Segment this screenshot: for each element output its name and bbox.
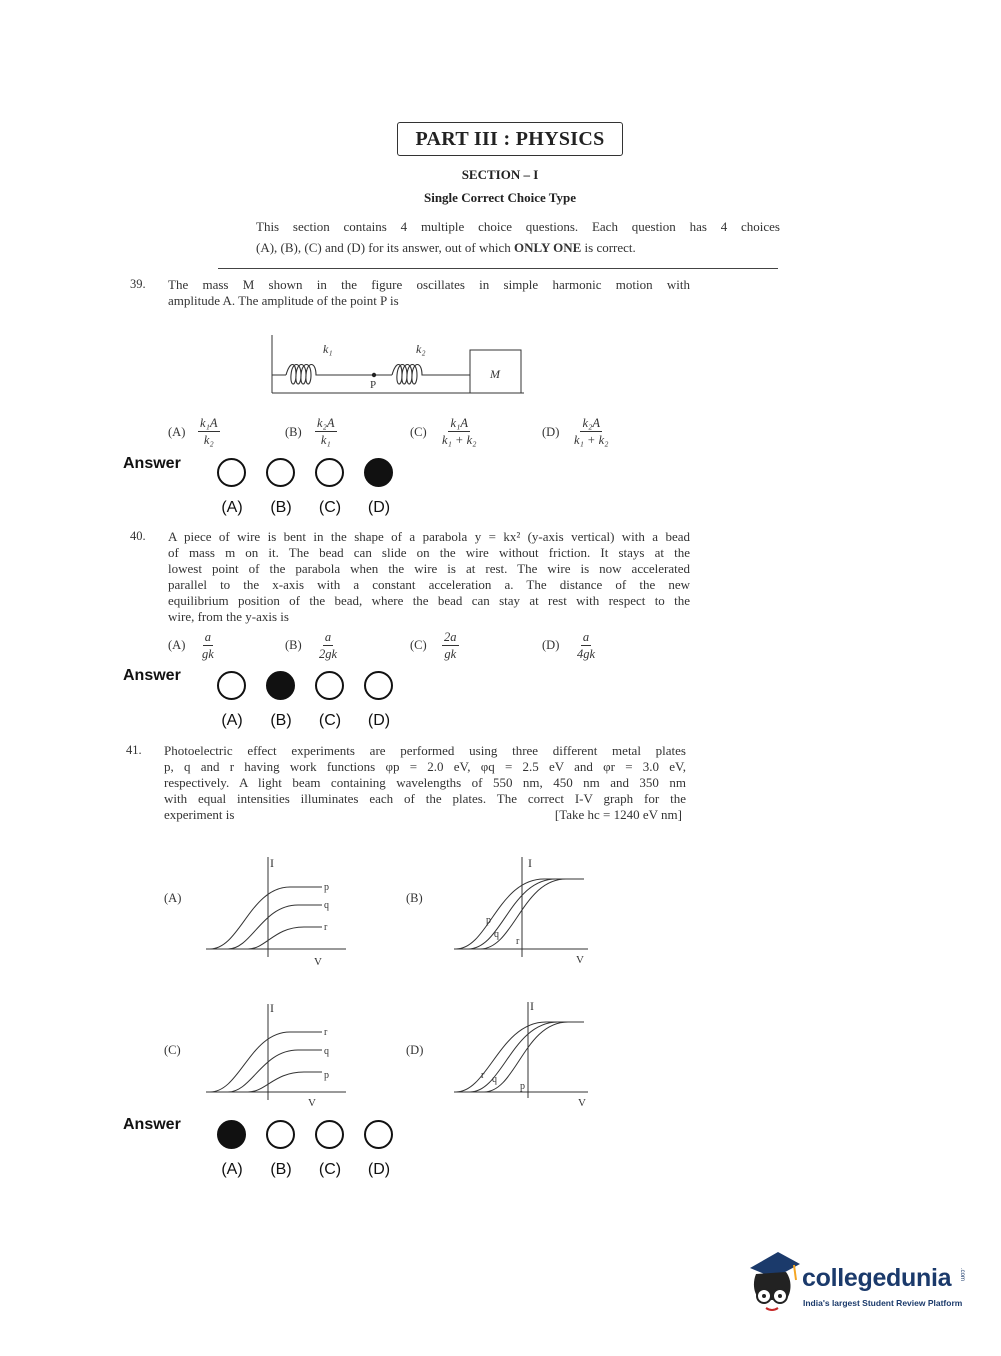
- question-number: 41.: [126, 743, 142, 757]
- axis-v-label: V: [576, 954, 584, 966]
- option-c-label: (C): [410, 638, 427, 652]
- curve-q-label: q: [324, 1046, 329, 1057]
- axis-v-label: V: [308, 1097, 316, 1109]
- curve-p-label: p: [520, 1081, 525, 1092]
- answer-bubble-c[interactable]: [315, 671, 344, 700]
- option-b-label: (B): [285, 425, 302, 439]
- option-d-value: $\frac{a}{4gk}$: [577, 630, 596, 661]
- section-subtitle: Single Correct Choice Type: [423, 190, 576, 205]
- iv-graph-c: [200, 1000, 350, 1112]
- curve-q-label: q: [324, 900, 329, 911]
- graph-c-label: (C): [164, 1043, 181, 1057]
- bubble-label-c: (C): [318, 712, 342, 729]
- curve-r-label: r: [516, 936, 520, 947]
- bubble-label-a: (A): [221, 712, 243, 729]
- option-d-value: $\frac{\text{k₂A}}{\text{k₁ + k₂}}$: [574, 416, 609, 447]
- curve-r-label: r: [481, 1070, 485, 1081]
- answer-bubble-a-selected[interactable]: [217, 1120, 246, 1149]
- bubble-label-c: (C): [318, 1161, 342, 1178]
- option-d-label: (D): [542, 638, 560, 652]
- option-c-value: $\frac{\text{k₁A}}{\text{k₁ + k₂}}$: [442, 416, 477, 447]
- k1-label: k₁: [323, 342, 333, 356]
- axis-v-label: V: [578, 1097, 586, 1109]
- question-number: 40.: [130, 529, 146, 543]
- bubble-label-a: (A): [221, 499, 243, 516]
- section-heading: SECTION – I: [461, 167, 539, 182]
- bubble-label-d: (D): [367, 499, 391, 516]
- k2-label: k₂: [416, 342, 426, 356]
- question-number: 39.: [130, 277, 146, 291]
- option-c-value: $\frac{2a}{gk}$: [444, 630, 457, 661]
- page-title: PART III : PHYSICS: [397, 122, 623, 156]
- bubble-label-b: (B): [270, 712, 292, 729]
- curve-q-label: q: [494, 929, 499, 940]
- logo-suffix: .com: [959, 1268, 965, 1282]
- axis-i-label: I: [270, 1001, 274, 1015]
- option-c-label: (C): [410, 425, 427, 439]
- logo-tagline: India's largest Student Review Platform: [803, 1298, 963, 1308]
- graph-a-label: (A): [164, 891, 182, 905]
- collegedunia-logo[interactable]: [740, 1250, 976, 1320]
- bubble-label-d: (D): [367, 712, 391, 729]
- curve-r-label: r: [324, 922, 328, 933]
- instructions-line-2: (A), (B), (C) and (D) for its answer, out of which ONLY ONE is correct.: [256, 240, 636, 255]
- option-b-value: $\frac{\text{k₂A}}{\text{k₁}}$: [317, 416, 335, 447]
- constant-note: [Take hc = 1240 eV nm]: [554, 807, 682, 822]
- answer-bubble-a[interactable]: [217, 458, 246, 487]
- option-b-value: $\frac{a}{2gk}$: [319, 630, 338, 661]
- option-a-label: (A): [168, 638, 186, 652]
- curve-p-label: p: [324, 1070, 329, 1081]
- bubble-label-b: (B): [270, 1161, 292, 1178]
- option-a-label: (A): [168, 425, 186, 439]
- option-b-label: (B): [285, 638, 302, 652]
- spring-mass-figure: [268, 335, 528, 400]
- curve-p-label: p: [324, 882, 329, 893]
- answer-bubble-c[interactable]: [315, 1120, 344, 1149]
- instructions-line-1: This section contains 4 multiple choice questions. Each question has 4 choices: [256, 219, 780, 234]
- answer-label: Answer: [123, 455, 181, 472]
- bubble-label-a: (A): [221, 1161, 243, 1178]
- bubble-label-c: (C): [318, 499, 342, 516]
- axis-i-label: I: [530, 999, 534, 1013]
- bubble-label-d: (D): [367, 1161, 391, 1178]
- answer-bubble-d[interactable]: [364, 1120, 393, 1149]
- mascot-icon: [742, 1250, 802, 1318]
- curve-p-label: p: [486, 915, 491, 926]
- answer-bubble-d-selected[interactable]: [364, 458, 393, 487]
- mass-label: M: [490, 367, 500, 381]
- question-40-text: A piece of wire is bent in the shape of a parabola y = kx² (y-axis vertical) with a bead of mass m on it. The bead can slide on the wire without friction. It stays at the lowest point of the parabola when the wire is at rest. The wire is now accelerated parallel to the x-axis with a constant acceleration a. The distance of the new equilibrium position of the bead, where the bead can stay at rest with respect to the wire, from the y-axis is: [168, 529, 690, 624]
- question-41-text: Photoelectric effect experiments are performed using three different metal plates p, q and r having work functions φp = 2.0 eV, φq = 2.5 eV and φr = 3.0 eV, respectively. A light beam containing wavelengths of 550 nm, 450 nm and 350 nm with equal intensities illuminates each of the plates. The correct I-V graph for the experiment is [Take hc = 1240 eV nm]: [164, 743, 686, 822]
- question-39-text: The mass M shown in the figure oscillates in simple harmonic motion with amplitude A. The amplitude of the point P is: [168, 277, 690, 308]
- curve-q-label: q: [492, 1074, 497, 1085]
- iv-graph-b: [448, 853, 593, 971]
- answer-label: Answer: [123, 1116, 181, 1133]
- section-instructions: [256, 216, 780, 258]
- option-a-value: $\frac{\text{k₁A}}{\text{k₂}}$: [200, 416, 218, 447]
- answer-bubble-d[interactable]: [364, 671, 393, 700]
- graph-d-label: (D): [406, 1043, 424, 1057]
- graph-b-label: (B): [406, 891, 423, 905]
- iv-graph-a: [200, 853, 350, 971]
- option-a-value: $\frac{a}{gk}$: [202, 630, 214, 661]
- answer-bubble-b-selected[interactable]: [266, 671, 295, 700]
- iv-graph-d: [448, 998, 593, 1112]
- logo-wordmark: collegedunia: [802, 1264, 952, 1292]
- answer-bubble-b[interactable]: [266, 458, 295, 487]
- axis-v-label: V: [314, 956, 322, 968]
- answer-bubble-a[interactable]: [217, 671, 246, 700]
- answer-label: Answer: [123, 667, 181, 684]
- answer-bubble-c[interactable]: [315, 458, 344, 487]
- section-divider: [218, 268, 778, 269]
- option-d-label: (D): [542, 425, 560, 439]
- point-label: P: [370, 379, 377, 391]
- answer-bubble-b[interactable]: [266, 1120, 295, 1149]
- axis-i-label: I: [270, 856, 274, 870]
- curve-r-label: r: [324, 1027, 328, 1038]
- bubble-label-b: (B): [270, 499, 292, 516]
- axis-i-label: I: [528, 856, 532, 870]
